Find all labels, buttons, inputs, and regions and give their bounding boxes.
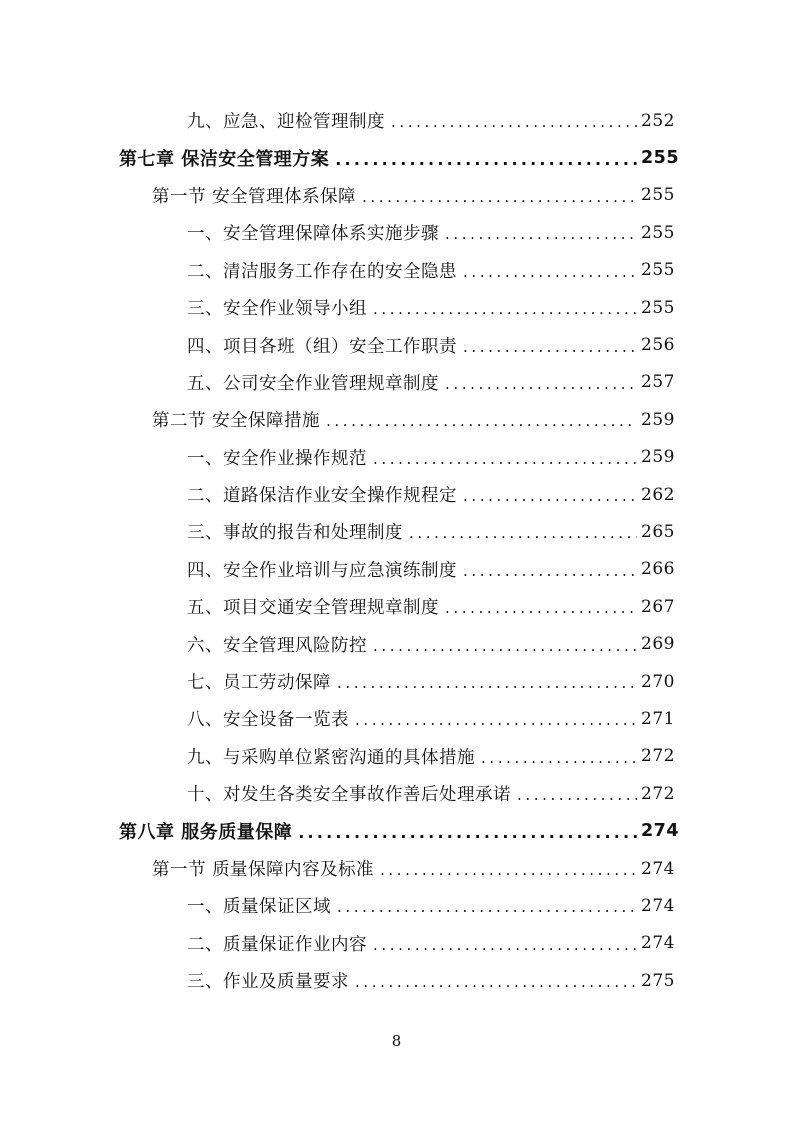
toc-dot-leader: [517, 788, 637, 803]
toc-dot-leader: [380, 863, 637, 878]
toc-entry-title: 六、安全管理风险防控: [187, 635, 367, 656]
toc-entry-page-number: 262: [641, 484, 675, 505]
toc-entry-page-number: 274: [641, 895, 675, 916]
toc-entry-page-number: 267: [641, 596, 675, 617]
toc-entry-title: 四、安全作业培训与应急演练制度: [187, 560, 457, 581]
toc-dot-leader: [463, 265, 637, 280]
toc-entry-item[interactable]: [0, 962, 793, 999]
toc-entry-section[interactable]: [0, 850, 793, 887]
toc-entry-item[interactable]: [0, 887, 793, 924]
toc-entry-item[interactable]: [0, 214, 793, 251]
toc-entry-item[interactable]: [0, 439, 793, 476]
toc-entry-title: 第八章 服务质量保障: [119, 822, 293, 844]
toc-entry-item[interactable]: [0, 513, 793, 550]
toc-entry-title: 第一节 质量保障内容及标准: [152, 860, 375, 880]
toc-entry-item[interactable]: [0, 663, 793, 700]
toc-entry-title: 二、质量保证作业内容: [187, 934, 367, 955]
toc-entry-page-number: 266: [641, 559, 675, 580]
toc-entry-page-number: 255: [641, 185, 675, 206]
toc-dot-leader: [355, 713, 637, 728]
toc-entry-title: 三、作业及质量要求: [187, 972, 349, 993]
toc-entry-item[interactable]: [0, 775, 793, 812]
toc-dot-leader: [337, 676, 637, 691]
toc-dot-leader: [326, 414, 637, 429]
toc-entry-title: 三、事故的报告和处理制度: [187, 523, 403, 544]
toc-dot-leader: [463, 340, 637, 355]
toc-entry-page-number: 255: [641, 148, 680, 169]
toc-entry-page-number: 255: [641, 297, 675, 318]
toc-entry-page-number: 275: [641, 970, 675, 991]
toc-entry-page-number: 274: [641, 858, 675, 879]
toc-entry-page-number: 269: [641, 634, 675, 655]
toc-entry-title: 三、安全作业领导小组: [187, 299, 367, 320]
toc-entry-title: 九、应急、迎检管理制度: [187, 112, 385, 133]
toc-dot-leader: [463, 489, 637, 504]
toc-entry-page-number: 257: [641, 372, 675, 393]
toc-dot-leader: [445, 227, 637, 242]
toc-entry-title: 五、公司安全作业管理规章制度: [187, 373, 439, 394]
toc-dot-leader: [335, 152, 637, 168]
toc-entry-chapter[interactable]: [0, 139, 793, 176]
toc-entry-page-number: 274: [641, 933, 675, 954]
toc-entry-page-number: 270: [641, 671, 675, 692]
toc-entry-page-number: 255: [641, 222, 675, 243]
toc-entry-section[interactable]: [0, 401, 793, 438]
toc-entry-page-number: 259: [641, 447, 675, 468]
toc-entry-item[interactable]: [0, 551, 793, 588]
toc-entry-page-number: 265: [641, 521, 675, 542]
toc-entry-section[interactable]: [0, 177, 793, 214]
toc-entry-page-number: 259: [641, 409, 675, 430]
toc-entry-title: 一、安全作业操作规范: [187, 448, 367, 469]
toc-entry-item[interactable]: [0, 289, 793, 326]
toc-entry-item[interactable]: [0, 925, 793, 962]
toc-entry-title: 第七章 保洁安全管理方案: [119, 149, 330, 171]
toc-entry-item[interactable]: [0, 252, 793, 289]
toc-entry-item[interactable]: [0, 625, 793, 662]
toc-entry-title: 第二节 安全保障措施: [152, 411, 321, 432]
toc-dot-leader: [298, 825, 637, 841]
toc-dot-leader: [445, 377, 637, 392]
toc-entry-title: 二、清洁服务工作存在的安全隐患: [187, 261, 457, 282]
toc-entry-page-number: 274: [641, 821, 680, 842]
toc-entry-title: 十、对发生各类安全事故作善后处理承诺: [187, 785, 511, 806]
toc-entry-page-number: 255: [641, 260, 675, 281]
toc-entry-item[interactable]: [0, 102, 793, 139]
toc-entry-item[interactable]: [0, 588, 793, 625]
toc-dot-leader: [337, 900, 637, 915]
toc-dot-leader: [445, 601, 637, 616]
toc-entry-item[interactable]: [0, 364, 793, 401]
toc-dot-leader: [373, 452, 637, 467]
toc-entry-title: 第一节 安全管理体系保障: [152, 186, 357, 207]
toc-dot-leader: [373, 639, 637, 654]
toc-entry-title: 九、与采购单位紧密沟通的具体措施: [187, 747, 475, 768]
toc-entry-item[interactable]: [0, 326, 793, 363]
toc-dot-leader: [373, 938, 637, 953]
toc-dot-leader: [362, 190, 637, 205]
toc-entry-title: 一、安全管理保障体系实施步骤: [187, 224, 439, 245]
toc-dot-leader: [391, 115, 637, 130]
toc-entry-page-number: 252: [641, 110, 675, 131]
toc-entry-page-number: 271: [641, 708, 675, 729]
toc-entry-page-number: 272: [641, 746, 675, 767]
toc-entry-title: 八、安全设备一览表: [187, 710, 349, 731]
toc-entry-chapter[interactable]: [0, 812, 793, 849]
toc-entry-title: 一、质量保证区域: [187, 897, 331, 918]
toc-dot-leader: [481, 751, 637, 766]
toc-entry-item[interactable]: [0, 700, 793, 737]
table-of-contents: [0, 102, 793, 999]
toc-entry-title: 四、项目各班（组）安全工作职责: [187, 336, 457, 357]
toc-entry-item[interactable]: [0, 738, 793, 775]
toc-dot-leader: [373, 302, 637, 317]
toc-entry-title: 七、员工劳动保障: [187, 673, 331, 694]
toc-dot-leader: [355, 975, 637, 990]
toc-entry-page-number: 256: [641, 335, 675, 356]
page-number: 8: [391, 1032, 402, 1050]
toc-entry-title: 二、道路保洁作业安全操作规程定: [187, 486, 457, 507]
toc-dot-leader: [409, 526, 637, 541]
toc-entry-item[interactable]: [0, 476, 793, 513]
toc-dot-leader: [463, 564, 637, 579]
toc-entry-page-number: 272: [641, 783, 675, 804]
toc-entry-title: 五、项目交通安全管理规章制度: [187, 598, 439, 619]
